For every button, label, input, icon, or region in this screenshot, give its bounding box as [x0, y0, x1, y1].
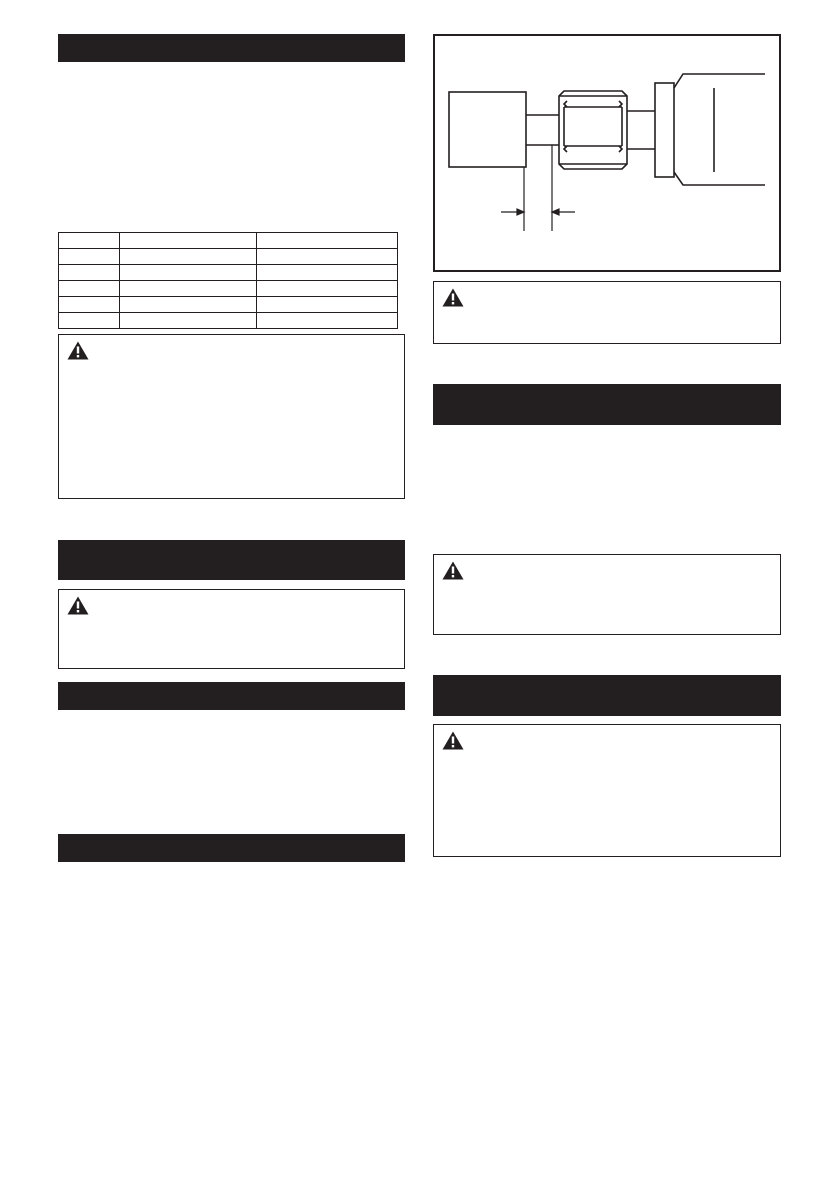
table-cell [120, 233, 257, 249]
tool-collar [655, 83, 674, 177]
section-heading-bar-3 [58, 682, 405, 710]
table-cell [257, 265, 398, 281]
diagram-drawing [435, 36, 779, 270]
table-cell [120, 313, 257, 329]
spec-table [58, 232, 398, 329]
table-cell [59, 281, 120, 297]
warning-triangle-icon [442, 561, 464, 580]
workpiece-block [449, 92, 526, 167]
table-cell [257, 233, 398, 249]
table-cell [120, 265, 257, 281]
section-heading-bar-1 [58, 34, 405, 62]
table-row [59, 281, 398, 297]
table-row [59, 249, 398, 265]
warning-box-3 [433, 281, 781, 344]
table-cell [257, 297, 398, 313]
section-heading-bar-6 [433, 675, 781, 716]
warning-triangle-icon [67, 596, 89, 615]
arrow-left-icon [552, 209, 559, 215]
table-row [59, 265, 398, 281]
warning-triangle-icon [442, 288, 464, 307]
table-cell [59, 233, 120, 249]
warning-triangle-icon [442, 731, 464, 750]
section-heading-bar-2 [58, 540, 405, 580]
warning-box-1 [58, 334, 405, 499]
tool-body [674, 74, 765, 185]
table-cell [120, 297, 257, 313]
table-cell [257, 249, 398, 265]
table-cell [59, 313, 120, 329]
table-cell [59, 265, 120, 281]
warning-box-2 [58, 589, 405, 669]
table-cell [120, 281, 257, 297]
table-row [59, 313, 398, 329]
table-row [59, 233, 398, 249]
shaft-collet-nut-diagram [433, 34, 781, 272]
collet-nut [559, 91, 627, 169]
warning-box-5 [433, 724, 781, 857]
table-cell [59, 249, 120, 265]
table-cell [257, 281, 398, 297]
table-cell [257, 313, 398, 329]
section-heading-bar-5 [433, 384, 781, 425]
table-cell [59, 297, 120, 313]
warning-triangle-icon [67, 341, 89, 360]
table-cell [120, 249, 257, 265]
arrow-right-icon [517, 209, 524, 215]
warning-box-4 [433, 554, 781, 635]
section-heading-bar-4 [58, 834, 405, 862]
table-row [59, 297, 398, 313]
